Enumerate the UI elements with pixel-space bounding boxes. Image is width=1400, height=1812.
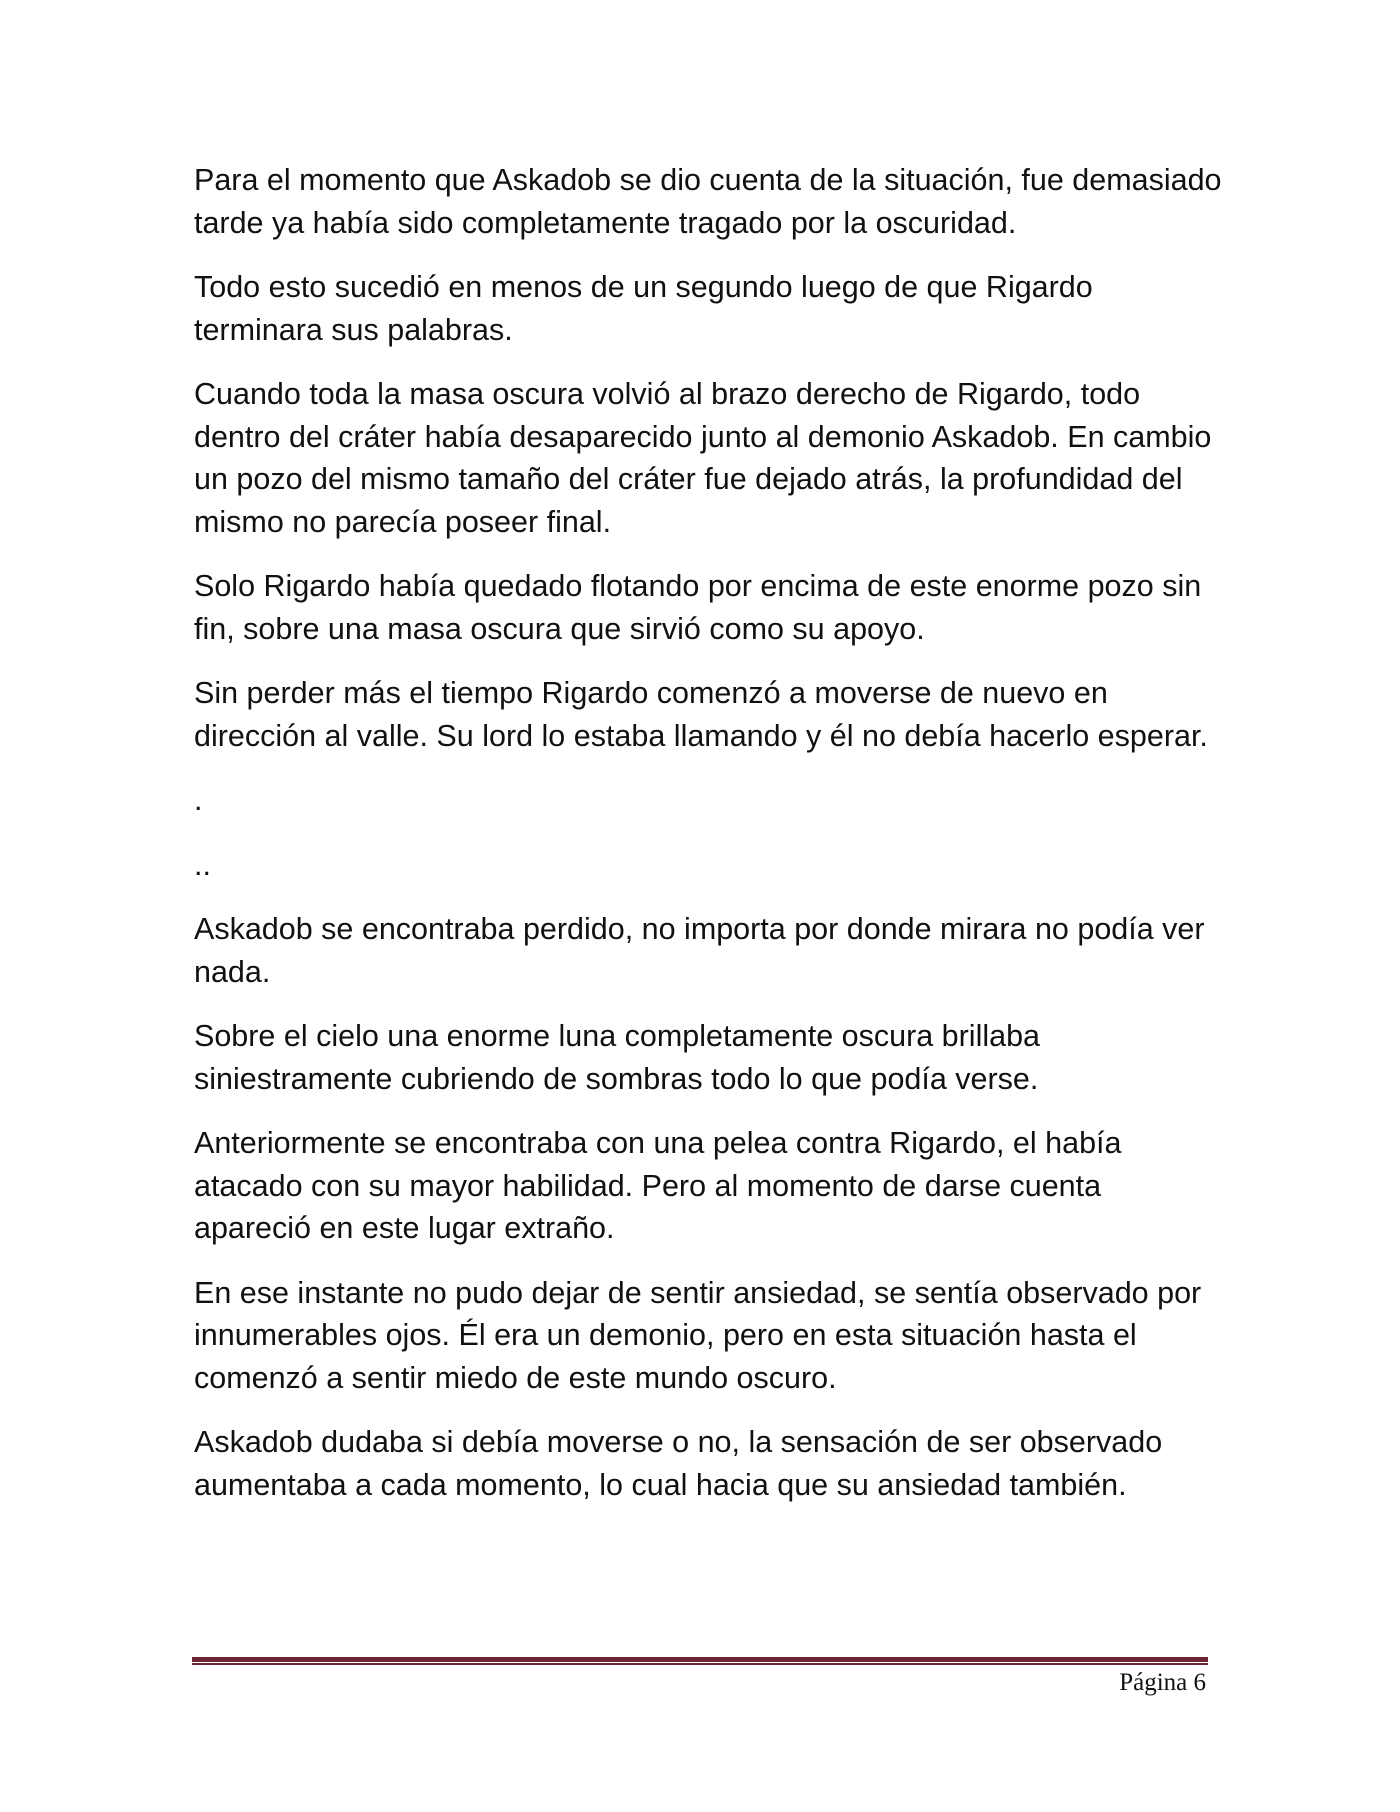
scene-separator: .. bbox=[194, 847, 211, 882]
footer-rule bbox=[192, 1657, 1208, 1665]
paragraph: Cuando toda la masa oscura volvió al brazo derecho de Rigardo, todo dentro del cráter había desaparecido junto al demonio Askadob. En cambio un pozo del mismo tamaño del cráter fue dejado atrás, la profundidad del mismo no parecía poseer final. bbox=[194, 377, 1212, 539]
paragraph: Sobre el cielo una enorme luna completamente oscura brillaba siniestramente cubriendo de sombras todo lo que podía verse. bbox=[194, 1019, 1041, 1096]
scene-separator: . bbox=[194, 783, 203, 817]
paragraph: Sin perder más el tiempo Rigardo comenzó a moverse de nuevo en dirección al valle. Su lord lo estaba llamando y él no debía hacerlo esperar. bbox=[194, 676, 1208, 753]
body-text bbox=[194, 159, 1224, 1528]
paragraph: Askadob se encontraba perdido, no importa por donde mirara no podía ver nada. bbox=[194, 912, 1205, 989]
paragraph: Todo esto sucedió en menos de un segundo luego de que Rigardo terminara sus palabras. bbox=[194, 270, 1093, 347]
paragraph: Askadob dudaba si debía moverse o no, la sensación de ser observado aumentaba a cada momento, lo cual hacia que su ansiedad también. bbox=[194, 1425, 1163, 1502]
paragraph: Solo Rigardo había quedado flotando por encima de este enorme pozo sin fin, sobre una masa oscura que sirvió como su apoyo. bbox=[194, 569, 1202, 646]
paragraph: Para el momento que Askadob se dio cuenta de la situación, fue demasiado tarde ya había sido completamente tragado por la oscuridad. bbox=[194, 163, 1222, 240]
paragraph: Anteriormente se encontraba con una pelea contra Rigardo, el había atacado con su mayor habilidad. Pero al momento de darse cuenta apareció en este lugar extraño. bbox=[194, 1126, 1122, 1245]
paragraph: En ese instante no pudo dejar de sentir ansiedad, se sentía observado por innumerables ojos. Él era un demonio, pero en esta situación hasta el comenzó a sentir miedo de este mundo oscuro. bbox=[194, 1275, 1202, 1395]
page-number: Página 6 bbox=[1119, 1669, 1206, 1696]
